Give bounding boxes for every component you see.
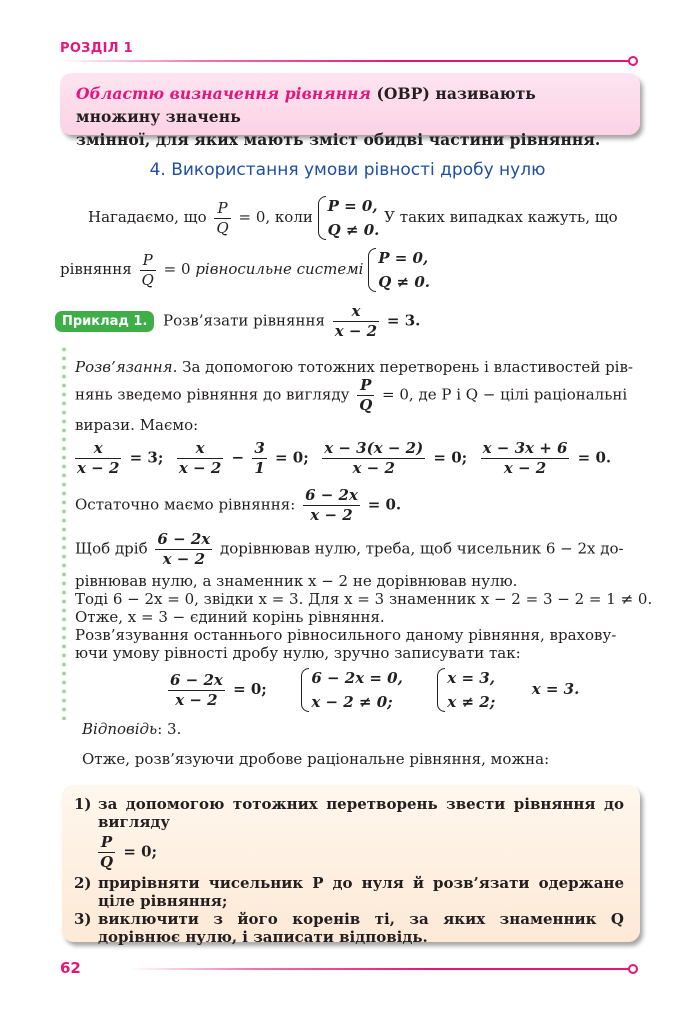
answer-label: Відповідь	[82, 720, 158, 738]
intro-text: = 0	[163, 260, 191, 278]
solution-text: = 0, де P і Q − цілі раціональні	[382, 385, 628, 404]
solution-line-1	[75, 358, 633, 377]
definition-box	[60, 73, 640, 149]
fraction-p-q: $\frac{P}{Q}$	[141, 250, 154, 289]
chain-op: = 3;	[129, 448, 164, 467]
chain-op: = 0;	[274, 448, 309, 467]
intro-line-2	[60, 246, 430, 294]
task-text: Розв’язати рівняння	[163, 311, 325, 330]
intro-text: Нагадаємо, що	[88, 208, 207, 226]
system-brace: P = 0, Q ≠ 0.	[318, 194, 380, 242]
solution-text: Щоб дріб	[75, 539, 148, 558]
definition-text-2: змінної, для яких мають зміст обидві частини рівняння.	[76, 130, 601, 149]
transform-chain	[72, 439, 611, 478]
chain-fraction: $\frac{x}{x - 2}$	[77, 439, 120, 477]
definition-term: Областю визначення рівняння	[76, 84, 371, 103]
result: x = 3.	[531, 680, 580, 698]
rule-item-2: 2) прирівняти чисельник P до нуля й розв’язати одержане ціле рівняння;	[74, 874, 624, 910]
chain-fraction: $\frac{3}{1}$	[254, 439, 265, 477]
solution-line-2	[75, 376, 627, 415]
final-eq: = 0.	[367, 495, 402, 514]
section-label: РОЗДІЛ 1	[60, 41, 133, 56]
example-badge: Приклад 1.	[55, 311, 154, 332]
page-number: 62	[60, 959, 81, 977]
task-rhs: = 3.	[386, 311, 421, 330]
chain-fraction: $\frac{x - 3x + 6}{x - 2}$	[482, 439, 568, 477]
solution-line-4	[75, 530, 624, 569]
answer-line	[82, 720, 181, 739]
chain-op: −	[231, 448, 245, 467]
system-brace: P = 0, Q ≠ 0.	[368, 246, 430, 294]
fraction-p-q: $\frac{P}{Q}$	[100, 833, 114, 871]
intro-text: У таких випадках кажуть, що	[384, 208, 618, 226]
solution-text: . За допомогою тотожних перетворень і властивостей рів-	[172, 358, 633, 376]
example-task	[163, 302, 420, 341]
solution-text: дорівнював нулю, треба, щоб чисельник 6 − 2x до-	[220, 539, 624, 558]
chain-op: = 0;	[433, 448, 468, 467]
solution-line-6: Тоді 6 − 2x = 0, звідки x = 3. Для x = 3 знаменник x − 2 = 3 − 2 = 1 ≠ 0.	[75, 590, 653, 608]
header-rule-end-icon	[628, 56, 638, 66]
rule-item-1: 1) за допомогою тотожних перетворень звести рівняння до вигляду $\frac{P}{Q}$ = 0;	[74, 795, 624, 871]
final-fraction: $\frac{6 - 2x}{x - 2}$	[157, 530, 211, 568]
conclusion-line: Отже, розв’язуючи дробове раціональне рівняння, можна:	[82, 750, 550, 768]
solution-line-7: Отже, x = 3 − єдиний корінь рівняння.	[75, 608, 385, 626]
chain-fraction: $\frac{x - 3(x - 2)}{x - 2}$	[324, 439, 424, 477]
solution-label: Розв’язання	[75, 358, 173, 376]
final-fraction: $\frac{6 - 2x}{x - 2}$	[170, 670, 223, 709]
intro-text: = 0, коли	[238, 208, 313, 226]
intro-text: рівняння	[60, 260, 132, 278]
solution-line-3: вирази. Маємо:	[75, 416, 199, 434]
header-rule	[60, 60, 630, 62]
dotted-margin-line	[62, 345, 66, 720]
intro-italic: рівносильне системі	[195, 260, 364, 278]
fraction-p-q: $\frac{P}{Q}$	[359, 376, 373, 414]
solution-line-5: рівнював нулю, а знаменник x − 2 не дорівнював нулю.	[75, 572, 518, 590]
eq-zero: = 0;	[233, 680, 267, 698]
chain-fraction: $\frac{x}{x - 2}$	[178, 439, 222, 477]
algorithm-box	[62, 785, 640, 946]
solution-text: Остаточно маємо рівняння:	[75, 495, 296, 514]
task-fraction: $\frac{x}{x - 2}$	[334, 302, 378, 340]
final-equation-line	[75, 486, 401, 525]
solution-text: нянь зведемо рівняння до вигляду	[75, 385, 350, 404]
system-b: x = 3, x ≠ 2;	[437, 666, 495, 714]
solution-line-9: ючи умову рівності дробу нулю, зручно записувати так:	[75, 644, 521, 662]
chain-op: = 0.	[577, 448, 612, 467]
fraction-p-q: $\frac{P}{Q}$	[216, 198, 229, 237]
solution-line-8: Розв’язування останнього рівносильного даному рівняння, врахову-	[75, 626, 617, 644]
intro-line-1	[88, 194, 618, 242]
answer-value: : 3.	[157, 720, 182, 738]
footer-rule-end-icon	[628, 964, 638, 974]
final-fraction: $\frac{6 - 2x}{x - 2}$	[305, 486, 358, 524]
rule-item-3: 3) виключити з його коренів ті, за яких знаменник Q дорівнює нулю, і записати відповідь.	[74, 910, 624, 946]
systems-line	[165, 666, 579, 714]
system-a: 6 − 2x = 0, x − 2 ≠ 0;	[301, 666, 403, 714]
section-heading: 4. Використання умови рівності дробу нулю	[149, 160, 546, 180]
definition-text-1: (ОВР) називають множину значень	[76, 84, 536, 126]
footer-rule	[130, 968, 630, 970]
